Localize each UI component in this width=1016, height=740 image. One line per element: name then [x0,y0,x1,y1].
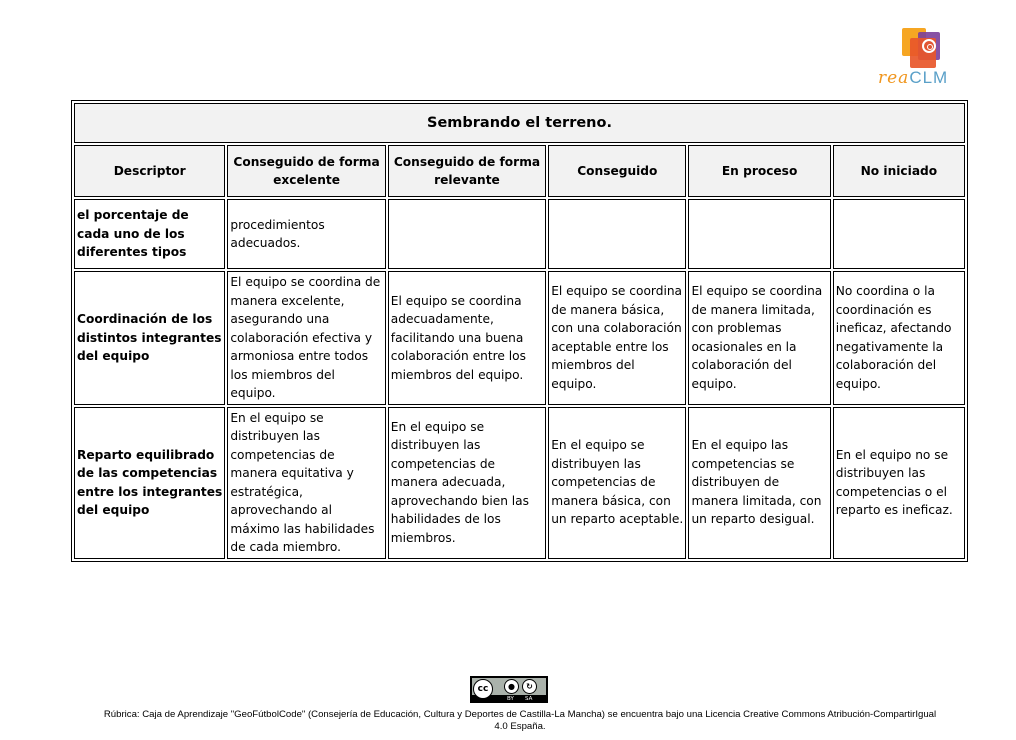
table-cell: El equipo se coordina adecuadamente, facilitando una buena colaboración entre los miembros del equipo. [388,271,546,405]
column-header-relevante: Conseguido de forma relevante [388,145,546,197]
table-cell: En el equipo se distribuyen las competencias de manera equitativa y estratégica, aprovechando al máximo las habilidades de cada miembro. [227,407,385,559]
row-descriptor: Coordinación de los distintos integrantes del equipo [74,271,225,405]
table-cell: El equipo se coordina de manera limitada, con problemas ocasionales en la colaboración del equipo. [688,271,830,405]
table-cell: El equipo se coordina de manera excelente, asegurando una colaboración efectiva y armoniosa entre todos los miembros del equipo. [227,271,385,405]
license-text-line2: 4.0 España. [494,721,546,732]
table-cell: No coordina o la coordinación es ineficaz, afectando negativamente la colaboración del equipo. [833,271,965,405]
attribution-icon: ● [504,679,519,694]
column-header-conseguido: Conseguido [548,145,686,197]
reaclm-logo-text: reaCLM [878,68,949,88]
table-cell [388,199,546,269]
by-label: BY [507,696,514,702]
cc-icon: cc [473,679,493,699]
column-header-descriptor: Descriptor [74,145,225,197]
sa-label: SA [525,696,533,702]
table-row [74,407,965,559]
rubric-title: Sembrando el terreno. [74,103,965,143]
row-descriptor: el porcentaje de cada uno de los diferentes tipos [74,199,225,269]
column-header-no-iniciado: No iniciado [833,145,965,197]
table-cell [548,199,686,269]
table-cell [833,199,965,269]
license-footer [60,709,980,733]
table-cell: El equipo se coordina de manera básica, con una colaboración aceptable entre los miembros del equipo. [548,271,686,405]
table-cell [688,199,830,269]
row-descriptor: Reparto equilibrado de las competencias entre los integrantes del equipo [74,407,225,559]
table-cell: En el equipo no se distribuyen las competencias o el reparto es ineficaz. [833,407,965,559]
table-cell: procedimientos adecuados. [227,199,385,269]
column-header-en-proceso: En proceso [688,145,830,197]
share-alike-icon: ↻ [522,679,537,694]
license-text-line1: Rúbrica: Caja de Aprendizaje "GeoFútbolCode" (Consejería de Educación, Cultura y Deportes de Castilla-La Mancha) se encuentra bajo una Licencia Creative Commons Atribución-CompartirIgual [103,709,937,720]
table-cell: En el equipo se distribuyen las competencias de manera adecuada, aprovechando bien las habilidades de los miembros. [388,407,546,559]
reaclm-logo [876,24,964,88]
creative-commons-by-sa-icon [470,676,548,703]
table-row [74,199,965,269]
table-header-row [74,145,965,197]
column-header-excelente: Conseguido de forma excelente [227,145,385,197]
table-cell: En el equipo se distribuyen las competencias de manera básica, con un reparto aceptable. [548,407,686,559]
rubric-table [71,100,968,562]
table-row [74,271,965,405]
table-cell: En el equipo las competencias se distribuyen de manera limitada, con un reparto desigual. [688,407,830,559]
